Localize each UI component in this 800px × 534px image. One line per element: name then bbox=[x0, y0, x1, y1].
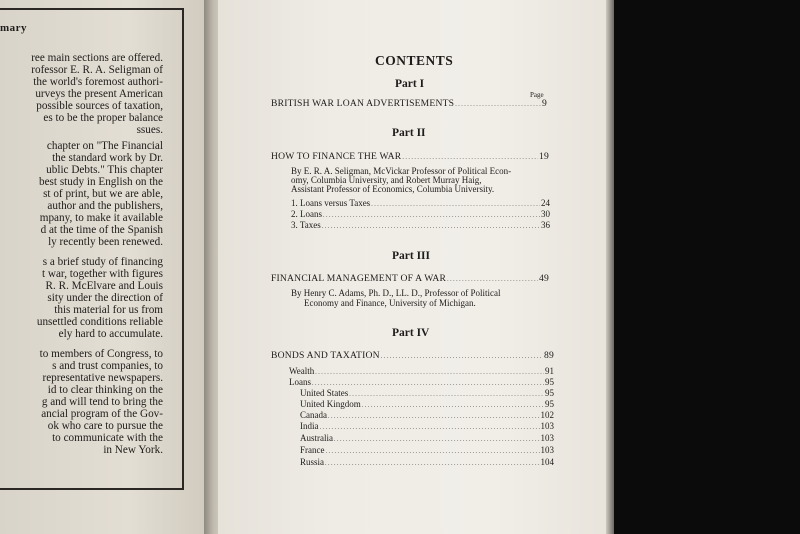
toc-entry-how-to-finance[interactable] bbox=[271, 151, 549, 162]
left-page-line: s and trust companies, to bbox=[52, 360, 163, 372]
toc-entry-text: France bbox=[300, 445, 325, 455]
toc-entry-page: 103 bbox=[540, 421, 554, 431]
leader-dots bbox=[322, 220, 540, 232]
part-2-author-line-1: By E. R. A. Seligman, McVickar Professor of Political Econ- bbox=[291, 166, 512, 176]
toc-entry-text: HOW TO FINANCE THE WAR bbox=[271, 151, 402, 162]
left-page-line: es to be the proper balance bbox=[43, 112, 163, 124]
left-page-line: chapter on "The Financial bbox=[46, 140, 163, 152]
toc-country-india[interactable] bbox=[300, 421, 554, 433]
left-page-line: ssues. bbox=[136, 124, 163, 136]
page-column-label: Page bbox=[530, 91, 544, 99]
toc-entry-text: 1. Loans versus Taxes bbox=[291, 198, 371, 208]
toc-subentry-taxes[interactable] bbox=[291, 220, 550, 232]
part-3-label: Part III bbox=[392, 250, 431, 262]
left-page-line: g and will tend to bring the bbox=[41, 396, 163, 408]
toc-entry-text: 3. Taxes bbox=[291, 220, 321, 230]
leader-dots bbox=[455, 98, 541, 109]
toc-entry-page: 36 bbox=[541, 220, 550, 230]
left-page-line: ree main sections are offered. bbox=[31, 52, 163, 64]
left-page-line: ely hard to accumulate. bbox=[58, 328, 163, 340]
left-page-line: in New York. bbox=[103, 444, 163, 456]
left-page-line: mpany, to make it available bbox=[39, 212, 163, 224]
toc-entry-page: 103 bbox=[540, 445, 554, 455]
part-2-author-line-2: omy, Columbia University, and Robert Murray Haig, bbox=[291, 175, 482, 185]
left-page-line: best study in English on the bbox=[39, 176, 163, 188]
toc-entry-page: 95 bbox=[545, 399, 554, 409]
part-2-author-line-3: Assistant Professor of Economics, Columbia University. bbox=[291, 184, 495, 194]
toc-entry-page: 91 bbox=[545, 366, 554, 376]
toc-entry-text: 2. Loans bbox=[291, 209, 322, 219]
toc-entry-page: 95 bbox=[545, 388, 554, 398]
toc-entry-text: United States bbox=[300, 388, 349, 398]
leader-dots bbox=[325, 457, 539, 469]
leader-dots bbox=[402, 151, 538, 162]
left-page-line: this material for us from bbox=[54, 304, 163, 316]
toc-entry-text: FINANCIAL MANAGEMENT OF A WAR bbox=[271, 273, 447, 284]
toc-entry-text: United Kingdom bbox=[300, 399, 361, 409]
right-page-edge bbox=[606, 0, 614, 534]
left-page-line: t war, together with figures bbox=[41, 268, 163, 280]
left-page-heading: mary bbox=[0, 22, 28, 34]
left-page-line: ly recently been renewed. bbox=[48, 236, 163, 248]
left-page-line: unsettled conditions reliable bbox=[36, 316, 163, 328]
toc-entry-text: Wealth bbox=[289, 366, 315, 376]
toc-entry-page: 9 bbox=[542, 98, 547, 109]
toc-entry-page: 89 bbox=[544, 350, 554, 361]
left-page-line: id to clear thinking on the bbox=[47, 384, 163, 396]
part-4-label: Part IV bbox=[392, 327, 430, 339]
left-page-line: the world's foremost authori- bbox=[33, 76, 163, 88]
leader-dots bbox=[381, 350, 543, 361]
left-page-line: R. R. McElvare and Louis bbox=[45, 280, 163, 292]
left-page-line: to communicate with the bbox=[52, 432, 163, 444]
toc-entry-text: Canada bbox=[300, 410, 327, 420]
part-3-author-line-2: Economy and Finance, University of Michigan. bbox=[304, 298, 476, 308]
left-page-line: ancial program of the Gov- bbox=[41, 408, 163, 420]
left-page-line: rofessor E. R. A. Seligman of bbox=[31, 64, 163, 76]
toc-entry-text: Australia bbox=[300, 433, 333, 443]
toc-entry-page: 49 bbox=[539, 273, 549, 284]
toc-country-russia[interactable] bbox=[300, 457, 554, 469]
part-2-label: Part II bbox=[392, 127, 426, 139]
left-page-line: ublic Debts." This chapter bbox=[46, 164, 163, 176]
toc-entry-text: Loans bbox=[289, 377, 311, 387]
leader-dots bbox=[447, 273, 538, 284]
toc-entry-page: 30 bbox=[541, 209, 550, 219]
toc-country-australia[interactable] bbox=[300, 433, 554, 445]
part-1-label: Part I bbox=[395, 78, 425, 90]
toc-entry-page: 19 bbox=[539, 151, 549, 162]
toc-entry-text: India bbox=[300, 421, 319, 431]
left-page-line: sity under the direction of bbox=[47, 292, 163, 304]
part-3-author-line-1: By Henry C. Adams, Ph. D., LL. D., Professor of Political bbox=[291, 288, 501, 298]
toc-entry-text: Russia bbox=[300, 457, 325, 467]
left-page-line: urveys the present American bbox=[35, 88, 163, 100]
toc-entry-financial-management[interactable] bbox=[271, 273, 549, 284]
toc-entry-text: BONDS AND TAXATION bbox=[271, 350, 380, 361]
toc-entry-page: 24 bbox=[541, 198, 550, 208]
left-page-line: possible sources of taxation, bbox=[36, 100, 163, 112]
leader-dots bbox=[326, 445, 540, 457]
left-page-line: representative newspapers. bbox=[42, 372, 163, 384]
left-page-line: ok who care to pursue the bbox=[47, 420, 163, 432]
leader-dots bbox=[320, 421, 540, 433]
left-page-line: the standard work by Dr. bbox=[52, 152, 163, 164]
toc-entry-page: 104 bbox=[540, 457, 554, 467]
toc-country-france[interactable] bbox=[300, 445, 554, 457]
toc-entry-page: 102 bbox=[540, 410, 554, 420]
left-page bbox=[0, 0, 214, 534]
toc-entry-british-war-loan[interactable] bbox=[271, 98, 547, 109]
toc-entry-page: 103 bbox=[540, 433, 554, 443]
left-page-line: s a brief study of financing bbox=[42, 256, 163, 268]
left-page-line: st of print, but we are able, bbox=[43, 188, 163, 200]
toc-entry-page: 95 bbox=[545, 377, 554, 387]
contents-title: CONTENTS bbox=[375, 53, 454, 68]
toc-entry-text: BRITISH WAR LOAN ADVERTISEMENTS bbox=[271, 98, 455, 109]
leader-dots bbox=[334, 433, 540, 445]
left-page-line: author and the publishers, bbox=[47, 200, 163, 212]
left-page-line: d at the time of the Spanish bbox=[40, 224, 163, 236]
toc-entry-bonds-taxation[interactable] bbox=[271, 350, 554, 361]
left-page-line: to members of Congress, to bbox=[39, 348, 163, 360]
